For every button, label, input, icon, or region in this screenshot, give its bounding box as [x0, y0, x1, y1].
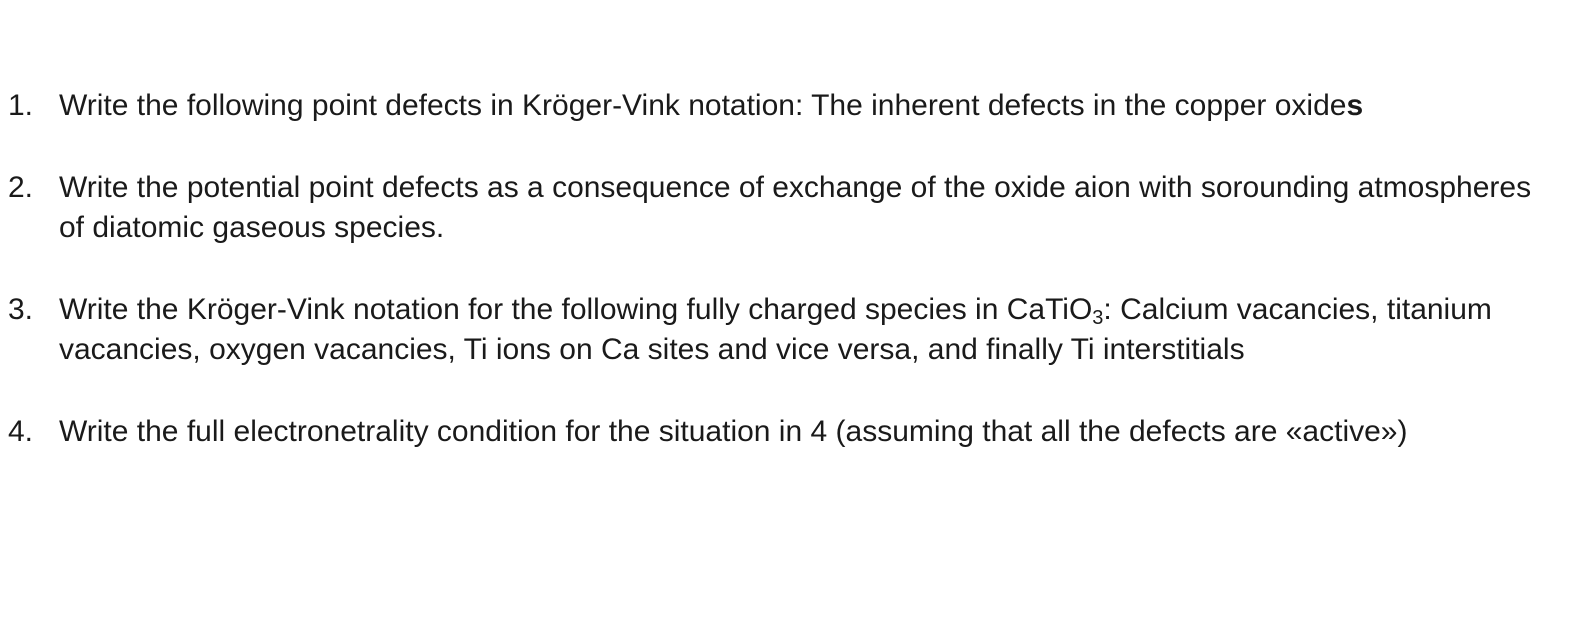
question-item-3 — [0, 290, 1539, 370]
question-text-after-formula: : Calcium vacancies, titanium vacancies, oxygen vacancies, Ti ions on Ca sites and vice versa, and finally Ti interstitials — [59, 293, 1492, 366]
question-text: Write the full electronetrality condition for the situation in 4 (assuming that all the defects are «active») — [59, 415, 1408, 448]
question-number: 2. — [8, 171, 34, 204]
formula-base: CaTiO — [1006, 293, 1093, 326]
formula-subscript: 3 — [1092, 307, 1104, 329]
question-text-bold-tail: s — [1346, 89, 1364, 122]
question-number: 3. — [8, 293, 34, 326]
question-text-before-formula: Write the Kröger-Vink notation for the following fully charged species in — [59, 293, 1007, 326]
question-text: Write the following point defects in Kröger-Vink notation: The inherent defects in the copper oxide — [59, 89, 1347, 122]
question-item-1 — [0, 86, 1539, 126]
chemical-formula — [1006, 293, 1104, 329]
question-list — [0, 86, 1591, 452]
question-number: 4. — [8, 415, 34, 448]
question-number: 1. — [8, 89, 34, 122]
question-text: Write the potential point defects as a consequence of exchange of the oxide aion with sorounding atmospheres of diatomic gaseous species. — [59, 171, 1532, 244]
question-item-4 — [0, 412, 1539, 452]
question-item-2 — [0, 168, 1539, 248]
